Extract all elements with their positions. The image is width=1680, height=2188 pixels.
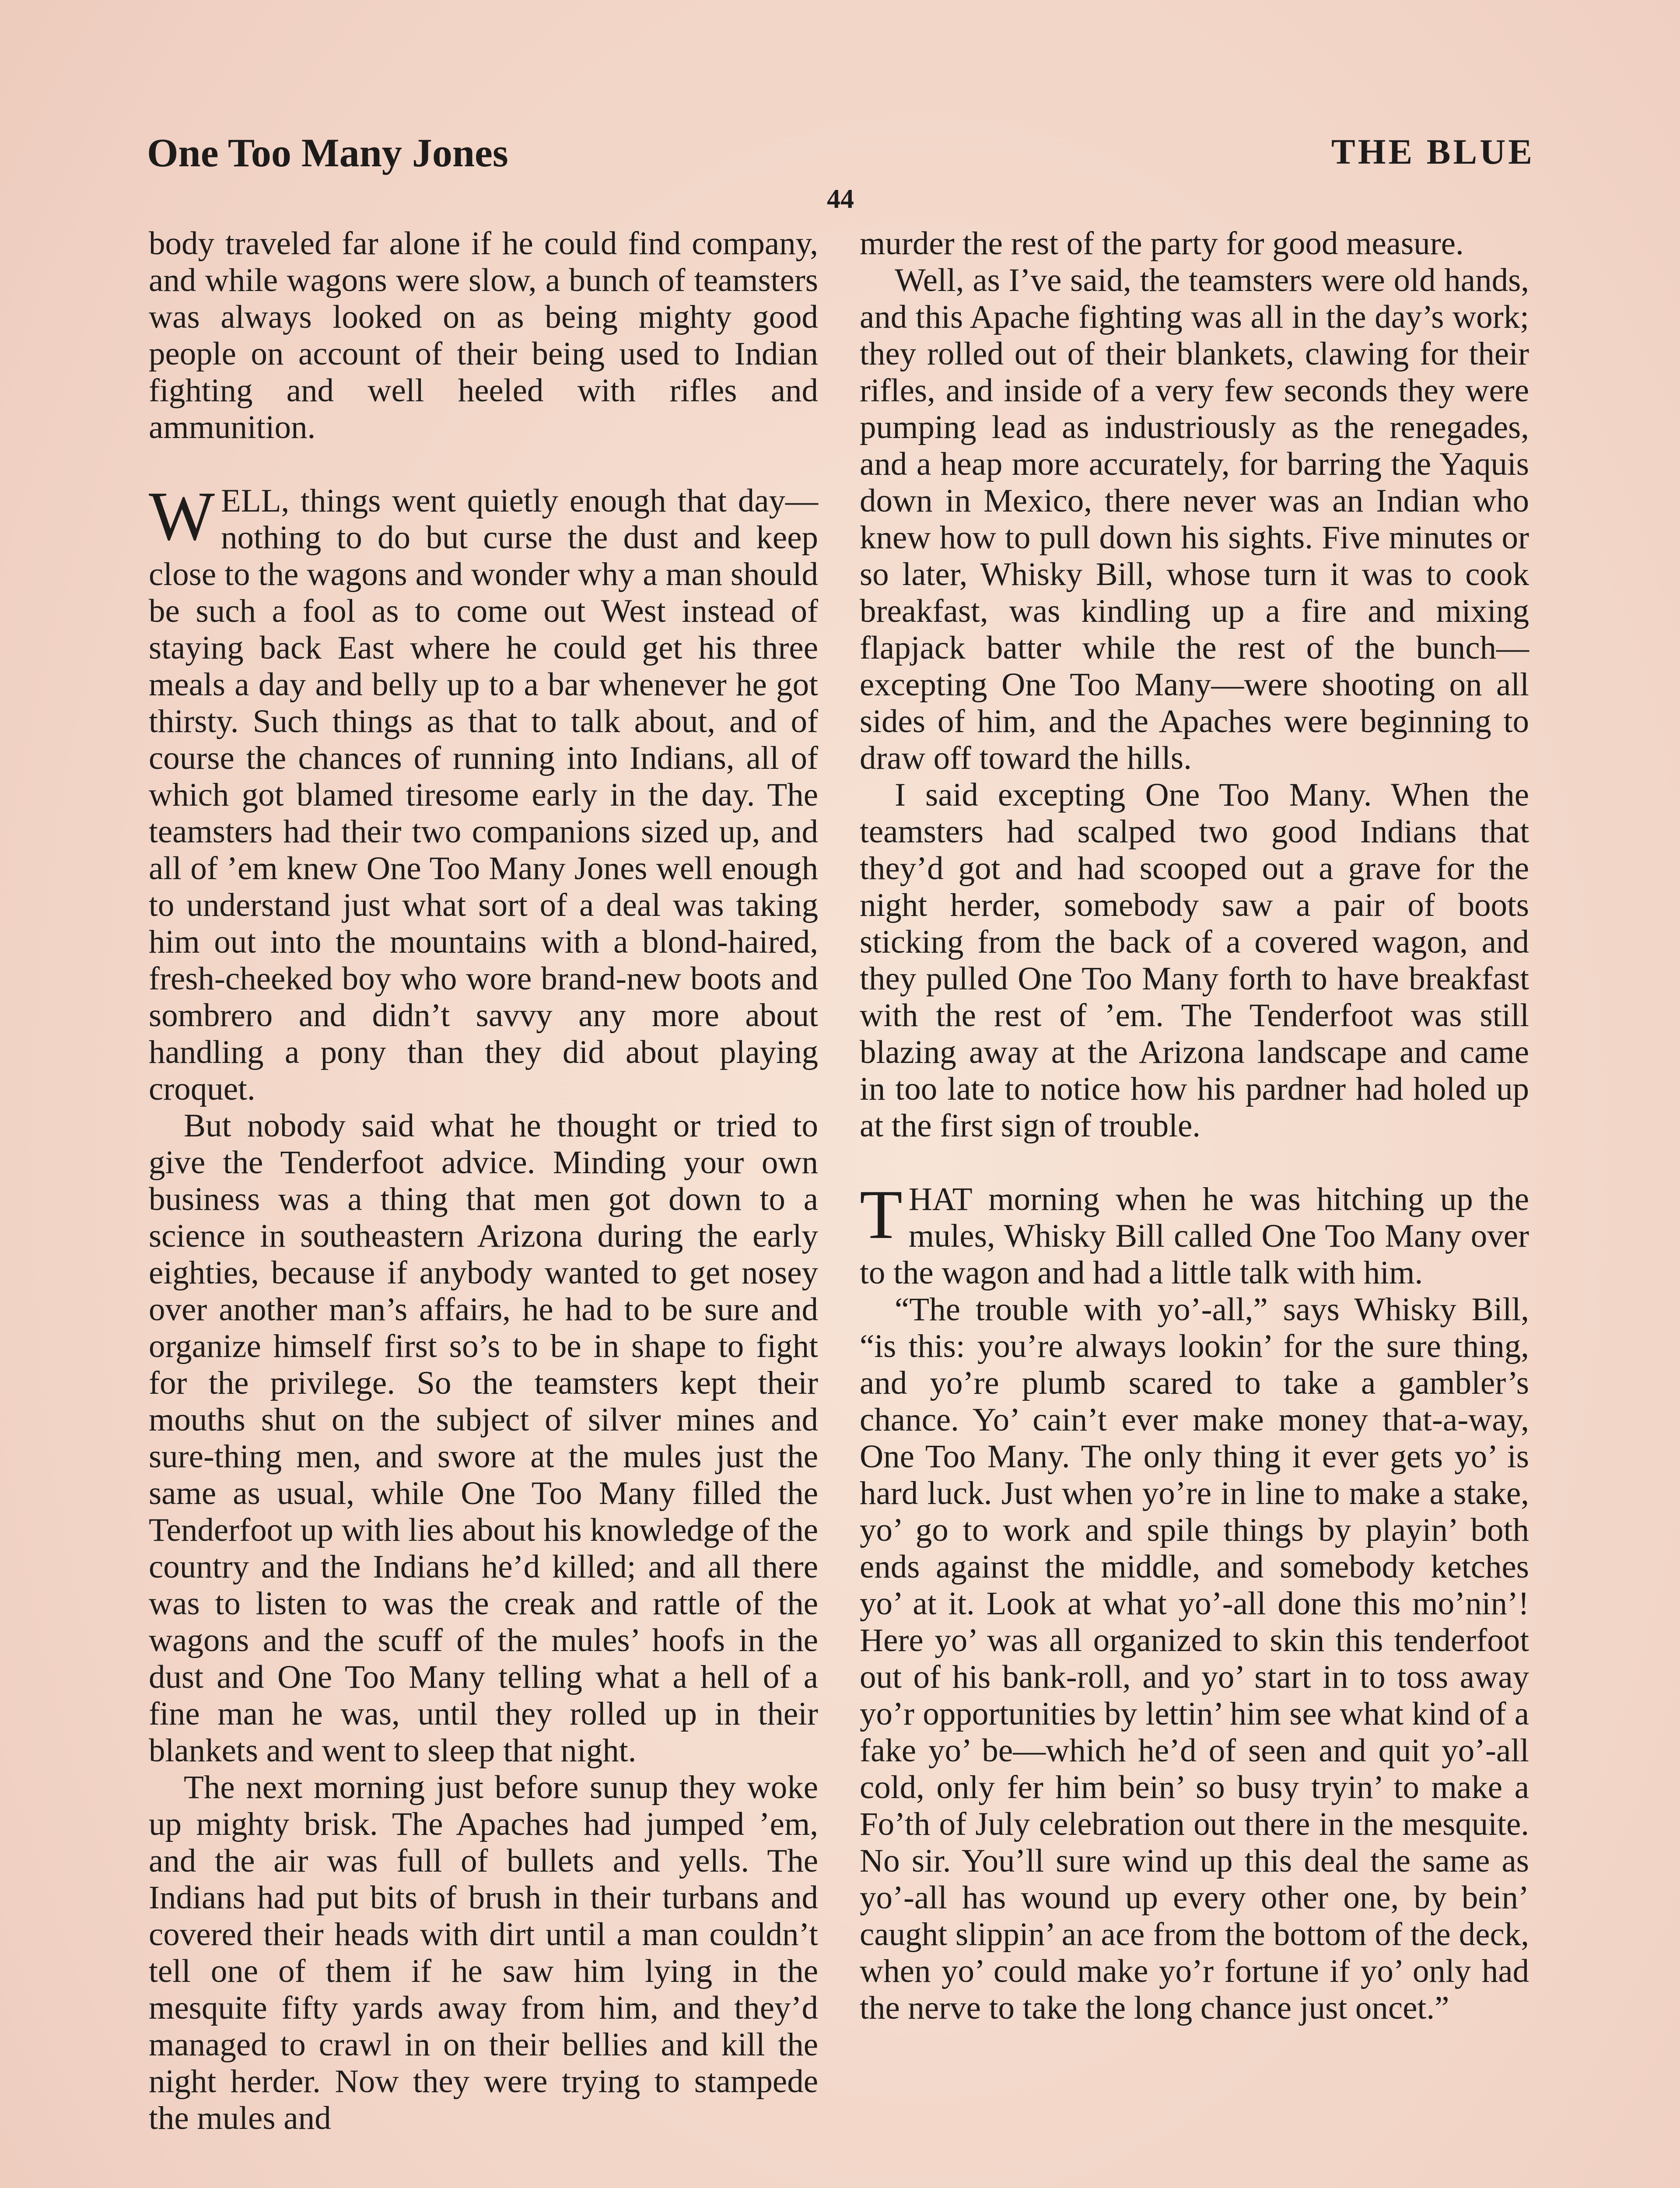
small-caps-lead: HAT	[908, 1181, 973, 1217]
paragraph: I said excepting One Too Many. When the teamsters had scalped two good Indians that they’d got and had scooped out a grave for the night herder, somebody saw a pair of boots sticking from the back of a covered wagon, and they pulled One Too Many forth to have breakfast with the rest of ’em. The Tenderfoot was still blazing away at the Arizona landscape and came in too late to notice how his pardner had holed up at the first sign of trouble.	[860, 777, 1529, 1144]
paragraph: Well, as I’ve said, the teamsters were old hands, and this Apache fighting was all in the day’s work; they rolled out of their blankets, clawing for their rifles, and inside of a very few seconds they were pumping lead as industriously as the renegades, and a heap more accurately, for barring the Yaquis down in Mexico, there never was an Indian who knew how to pull down his sights. Five minutes or so later, Whisky Bill, whose turn it was to cook breakfast, was kindling up a fire and mixing flapjack batter while the rest of the bunch—excepting One Too Many—were shooting on all sides of him, and the Apaches were beginning to draw off toward the hills.	[860, 262, 1529, 776]
paragraph: murder the rest of the party for good measure.	[860, 225, 1464, 262]
right-column	[860, 225, 1529, 2027]
paragraph: body traveled far alone if he could find company, and while wagons were slow, a bunch of teamsters was always looked on as being mighty good people on account of their being used to Indian fighting and well heeled with rifles and ammunition.	[149, 225, 818, 445]
page-number: 44	[827, 184, 854, 214]
paragraph: But nobody said what he thought or tried to give the Tenderfoot advice. Minding your own business was a thing that men got down to a science in southeastern Arizona during the early eighties, because if anybody wanted to get nosey over another man’s affairs, he had to be sure and organize himself first so’s to be in shape to fight for the privilege. So the teamsters kept their mouths shut on the subject of silver mines and sure-thing men, and swore at the mules just the same as usual, while One Too Many filled the Tenderfoot up with lies about his knowledge of the country and the Indians he’d killed; and all there was to listen to was the creak and rattle of the wagons and the scuff of the mules’ hoofs in the dust and One Too Many telling what a hell of a fine man he was, until they rolled up in their blankets and went to sleep that night.	[149, 1108, 818, 1769]
small-caps-lead: ELL,	[221, 483, 290, 519]
drop-cap: T	[860, 1175, 903, 1253]
story-title: One Too Many Jones	[147, 130, 508, 175]
paragraph: “The trouble with yo’-all,” says Whisky Bill, “is this: you’re always lookin’ for the sure thing, and yo’re plumb scared to take a gambler’s chance. Yo’ cain’t ever make money that-a-way, One Too Many. The only thing it ever gets yo’ is hard luck. Just when yo’re in line to make a stake, yo’ go to work and spile things by playin’ both ends against the middle, and somebody ketches yo’ at it. Look at what yo’-all done this mo’nin’! Here yo’ was all organized to skin this tenderfoot out of his bank-roll, and yo’ start in to toss away yo’r opportunities by lettin’ him see what kind of a fake yo’ be—which he’d of seen and quit yo’-all cold, only fer him bein’ so busy tryin’ to make a Fo’th of July celebration out there in the mesquite. No sir. You’ll sure wind up this deal the same as yo’-all has wound up every other one, by bein’ caught slippin’ an ace from the bottom of the deck, when yo’ could make yo’r fortune if yo’ only had the nerve to take the long chance just oncet.”	[860, 1291, 1529, 2026]
paragraph-with-dropcap	[149, 477, 818, 1108]
paragraph-text: things went quietly enough that day—nothing to do but curse the dust and keep close to the wagons and wonder why a man should be such a fool as to come out West instead of staying back East where he could get his three meals a day and belly up to a bar whenever he got thirsty. Such things as that to talk about, and of course the chances of running into Indians, all of which got blamed tiresome early in the day. The teamsters had their two companions sized up, and all of ’em knew One Too Many Jones well enough to understand just what sort of a deal was taking him out into the mountains with a blond-haired, fresh-cheeked boy who wore brand-new boots and sombrero and didn’t savvy any more about handling a pony than they did about playing croquet.	[149, 483, 818, 1107]
magazine-name: THE BLUE	[1331, 132, 1535, 172]
paragraph-text: morning when he was hitching up the mules, Whisky Bill called One Too Many over to the wagon and had a little talk with him.	[860, 1181, 1529, 1291]
left-column	[149, 225, 818, 2137]
drop-cap: W	[149, 477, 215, 555]
paragraph: The next morning just before sunup they woke up mighty brisk. The Apaches had jumped ’em, and the air was full of bullets and yells. The Indians had put bits of brush in their turbans and covered their heads with dirt until a man couldn’t tell one of them if he saw him lying in the mesquite fifty yards away from him, and they’d managed to crawl in on their bellies and kill the night herder. Now they were trying to stampede the mules and	[149, 1769, 818, 2136]
paragraph-with-dropcap	[860, 1175, 1529, 1291]
